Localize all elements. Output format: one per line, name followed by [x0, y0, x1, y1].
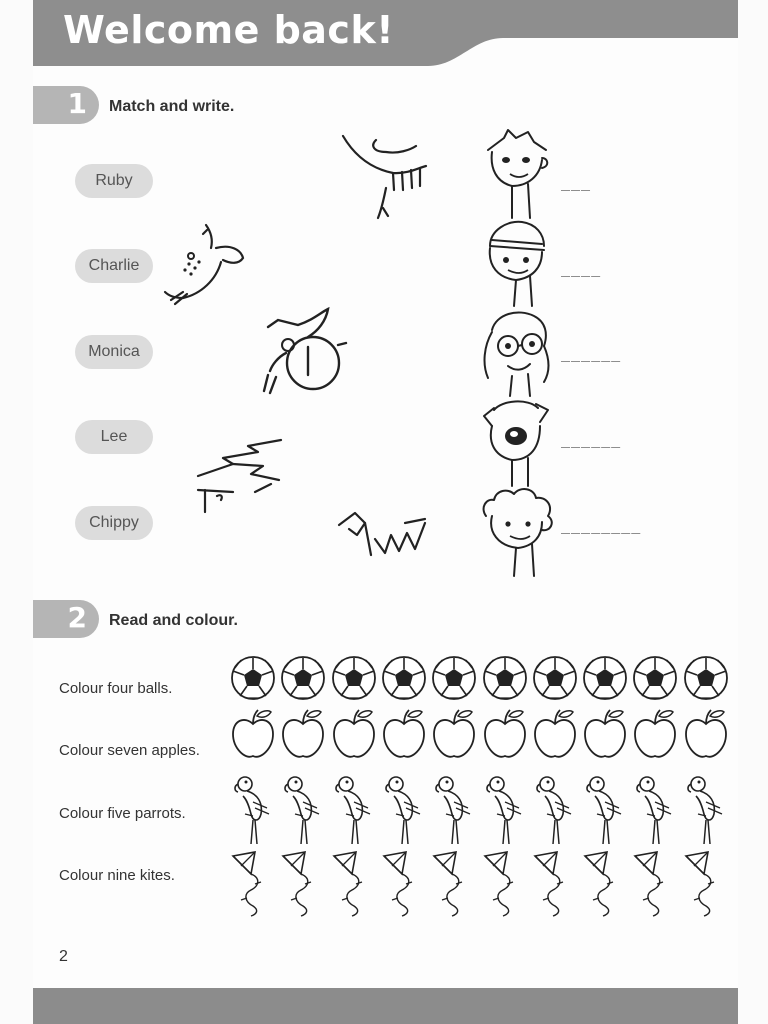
apple-icon[interactable]: [281, 708, 327, 780]
name-pill-charlie: Charlie: [75, 249, 153, 283]
kite-icon[interactable]: [332, 852, 378, 924]
kite-row: [231, 852, 731, 908]
curly-hair-face-icon: [478, 486, 558, 578]
kite-icon[interactable]: [231, 852, 277, 924]
exercise-2-number: 2: [67, 601, 87, 634]
name-pill-chippy: Chippy: [75, 506, 153, 540]
kite-icon[interactable]: [432, 852, 478, 924]
dog-face-icon: [478, 396, 553, 488]
kite-icon[interactable]: [533, 852, 579, 924]
hair-fragment-drawing: [193, 436, 293, 516]
parrot-row: [231, 774, 731, 830]
parrot-icon[interactable]: [633, 774, 679, 846]
apple-icon[interactable]: [432, 708, 478, 780]
exercise-1-number-tab: [33, 86, 99, 124]
girl-glasses-face-icon: [478, 306, 558, 398]
name-pill-ruby: Ruby: [75, 164, 153, 198]
apple-icon[interactable]: [382, 708, 428, 780]
ear-fragment-drawing: [335, 505, 431, 565]
apple-icon[interactable]: [583, 708, 629, 780]
girl-headband-face-icon: [478, 216, 553, 308]
apple-icon[interactable]: [231, 708, 277, 780]
parrot-icon[interactable]: [684, 774, 730, 846]
chin-fragment-drawing: [338, 128, 428, 223]
parrot-icon[interactable]: [583, 774, 629, 846]
workbook-page: [33, 0, 738, 1024]
exercise-1-instruction: Match and write.: [109, 98, 235, 115]
answer-blank-4[interactable]: ______: [561, 430, 622, 448]
page-title: Welcome back!: [63, 8, 395, 52]
answer-blank-3[interactable]: ______: [561, 344, 622, 362]
apple-icon[interactable]: [483, 708, 529, 780]
apple-icon[interactable]: [633, 708, 679, 780]
cheek-fragment-drawing: [161, 220, 251, 310]
parrot-icon[interactable]: [483, 774, 529, 846]
parrot-icon[interactable]: [281, 774, 327, 846]
name-pill-lee: Lee: [75, 420, 153, 454]
parrot-icon[interactable]: [432, 774, 478, 846]
parrot-icon[interactable]: [533, 774, 579, 846]
kite-icon[interactable]: [382, 852, 428, 924]
instruction-kites: Colour nine kites.: [59, 867, 175, 884]
apple-icon[interactable]: [684, 708, 730, 780]
exercise-2-instruction: Read and colour.: [109, 612, 238, 629]
answer-blank-5[interactable]: ________: [561, 516, 642, 534]
answer-blank-2[interactable]: ____: [561, 259, 602, 277]
page-number: 2: [59, 948, 68, 965]
answer-blank-1[interactable]: ___: [561, 173, 592, 191]
parrot-icon[interactable]: [382, 774, 428, 846]
ball-row: [231, 656, 731, 712]
instruction-apples: Colour seven apples.: [59, 742, 200, 759]
instruction-parrots: Colour five parrots.: [59, 805, 186, 822]
parrot-icon[interactable]: [332, 774, 378, 846]
instruction-balls: Colour four balls.: [59, 680, 173, 697]
name-pill-monica: Monica: [75, 335, 153, 369]
apple-icon[interactable]: [332, 708, 378, 780]
exercise-1-number: 1: [67, 87, 87, 120]
kite-icon[interactable]: [483, 852, 529, 924]
exercise-2-number-tab: [33, 600, 99, 638]
parrot-icon[interactable]: [231, 774, 277, 846]
boy-face-icon: [478, 128, 553, 220]
apple-row: [231, 708, 731, 764]
kite-icon[interactable]: [281, 852, 327, 924]
apple-icon[interactable]: [533, 708, 579, 780]
glasses-fragment-drawing: [258, 305, 348, 395]
kite-icon[interactable]: [633, 852, 679, 924]
kite-icon[interactable]: [583, 852, 629, 924]
footer-band: [33, 988, 738, 1024]
kite-icon[interactable]: [684, 852, 730, 924]
